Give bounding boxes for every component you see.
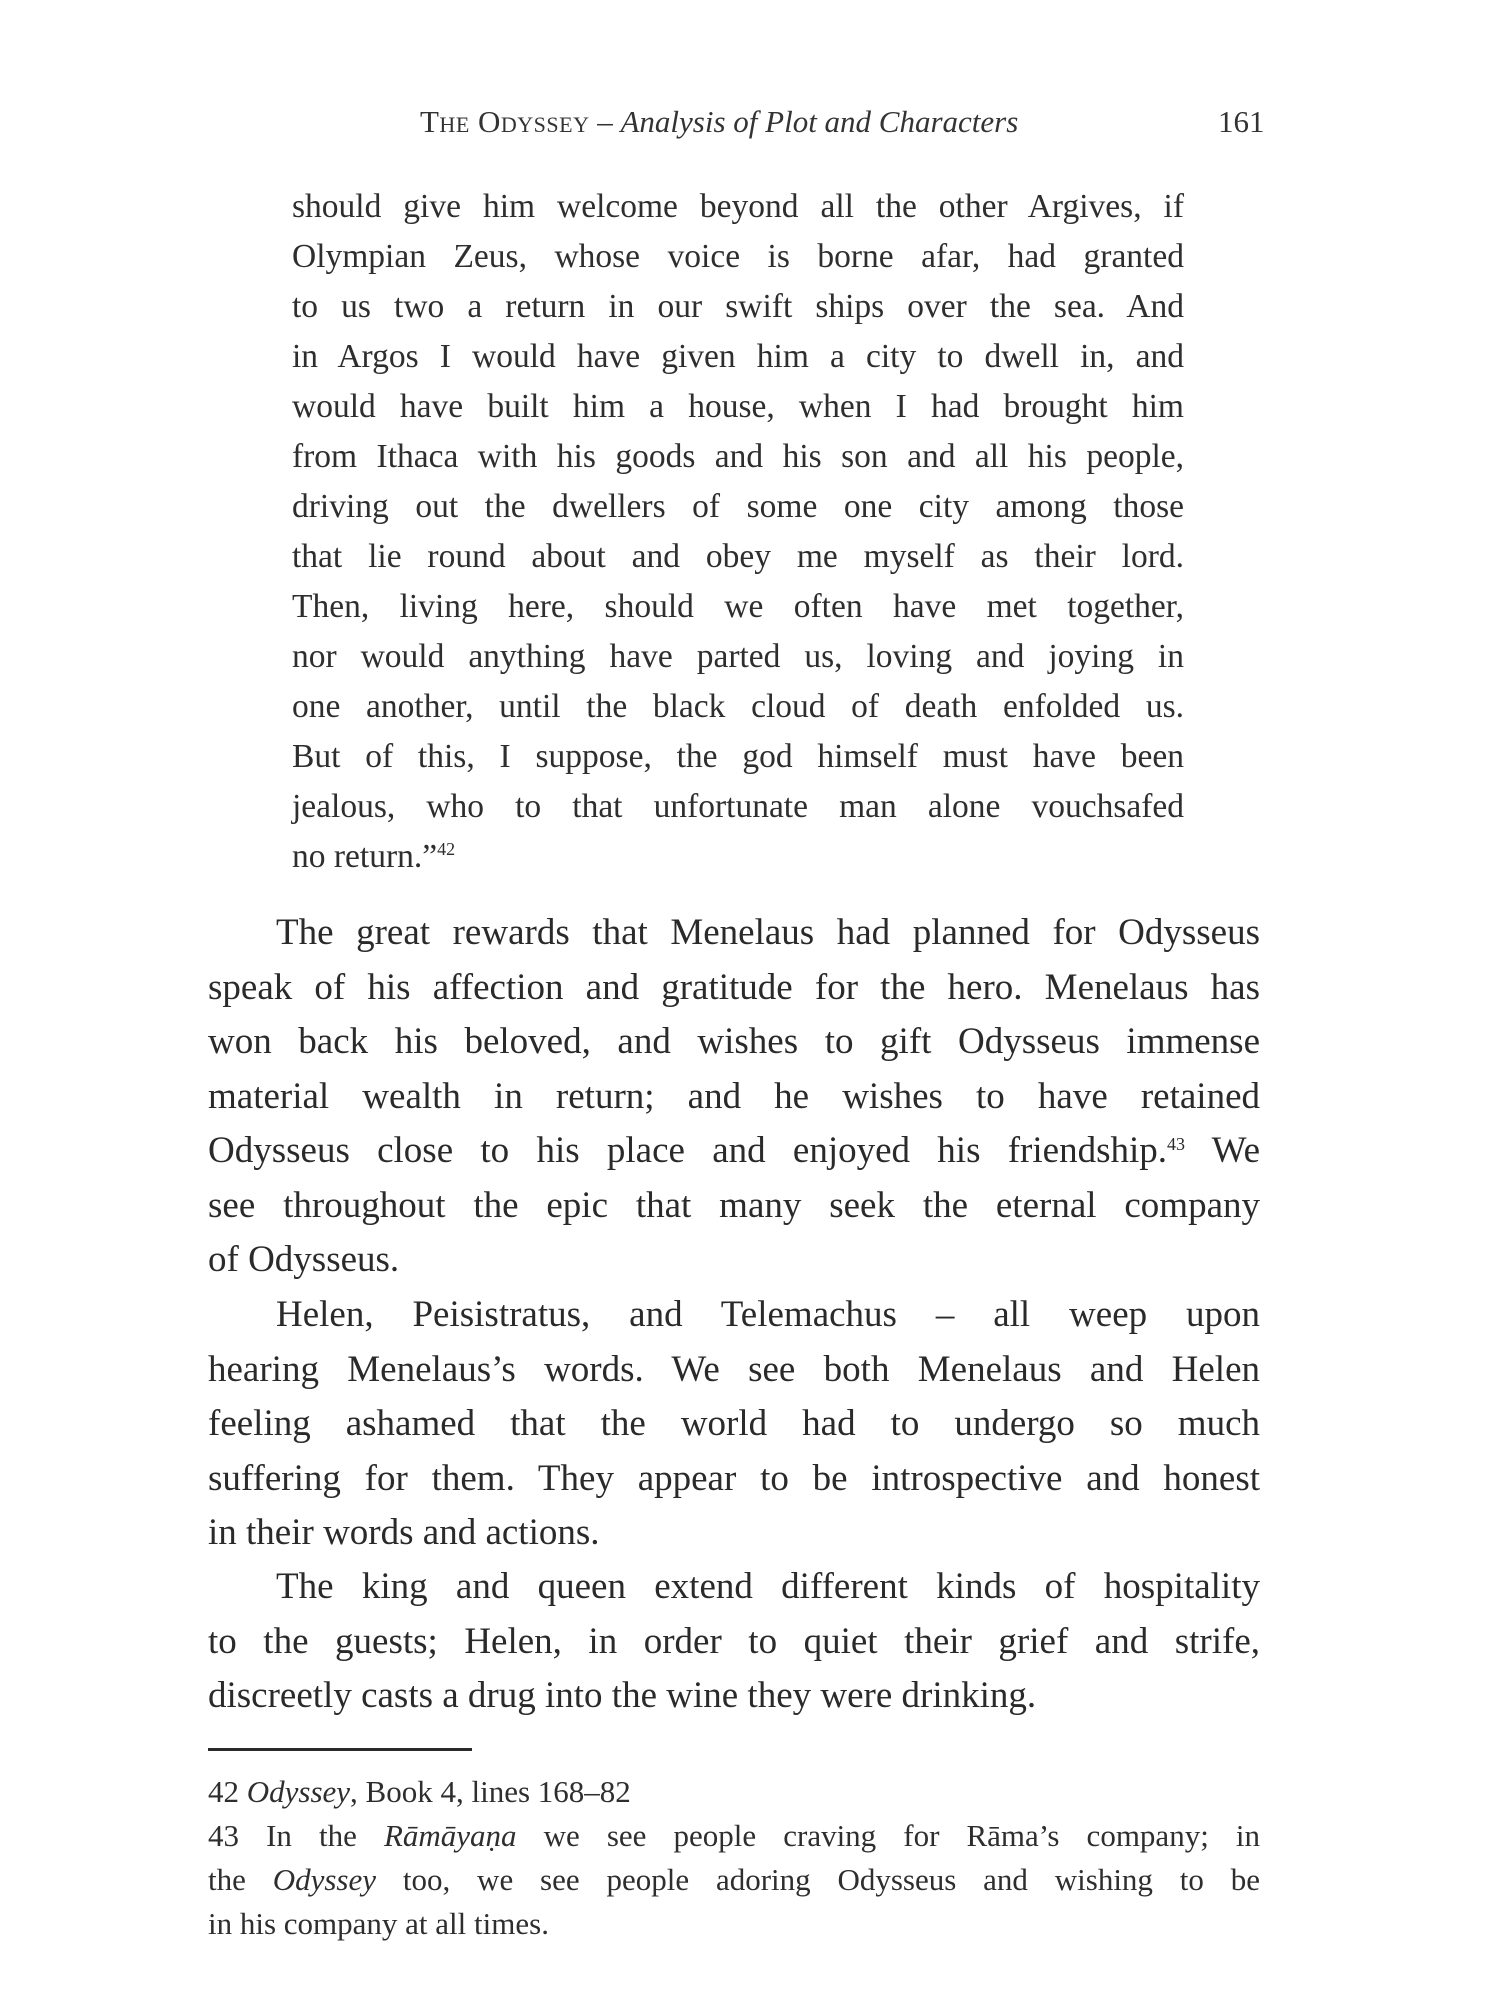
footnote-43-line: in his company at all times. [208, 1906, 549, 1941]
text-line: suffering for them. They appear to be introspective and honest [208, 1457, 1260, 1499]
quote-line: But of this, I suppose, the god himself must have been [292, 738, 1184, 775]
line-tail: We [1185, 1130, 1260, 1171]
quote-line [292, 832, 1184, 882]
quote-line: driving out the dwellers of some one city among those [292, 488, 1184, 525]
footnote-ref-43: 43 [1167, 1134, 1186, 1154]
text-line: The king and queen extend different kinds of hospitality [276, 1566, 1260, 1607]
footnote-text: we see people craving for Rāma’s company; in [516, 1818, 1260, 1853]
footnote-work-title: Odyssey [272, 1862, 377, 1897]
quote-line: should give him welcome beyond all the other Argives, if [292, 188, 1184, 225]
line-text: Odysseus close to his place and enjoyed his friendship. [208, 1130, 1168, 1171]
footnote-rule [208, 1748, 472, 1751]
text-line: discreetly casts a drug into the wine they were drinking. [208, 1675, 1037, 1716]
text-line: won back his beloved, and wishes to gift Odysseus immense [208, 1021, 1260, 1062]
footnote-number: 43 In the [208, 1818, 384, 1853]
running-title [420, 104, 1018, 140]
text-line: The great rewards that Menelaus had planned for Odysseus [276, 912, 1260, 953]
quote-line: Olympian Zeus, whose voice is borne afar, had granted [292, 238, 1184, 275]
chapter-title: Analysis of Plot and Characters [620, 104, 1019, 139]
title-separator: – [589, 104, 621, 139]
quote-line: Then, living here, should we often have met together, [292, 588, 1184, 625]
footnote-43-line [208, 1858, 1260, 1902]
footnote-text: the [208, 1862, 273, 1897]
running-header [0, 104, 1500, 144]
footnote-ref-42: 42 [437, 839, 456, 859]
quote-line: nor would anything have parted us, loving and joying in [292, 638, 1184, 675]
quote-line: from Ithaca with his goods and his son and all his people, [292, 438, 1184, 475]
quote-line: to us two a return in our swift ships over the sea. And [292, 288, 1184, 325]
footnote-43-line [208, 1814, 1260, 1858]
footnote-42 [208, 1770, 1260, 1814]
quote-line: in Argos I would have given him a city to dwell in, and [292, 338, 1184, 375]
text-line [208, 1124, 1260, 1179]
text-line: feeling ashamed that the world had to undergo so much [208, 1403, 1260, 1444]
paragraph-hospitality [208, 1560, 1260, 1724]
footnotes [208, 1770, 1260, 1946]
footnote-text: , Book 4, lines 168–82 [350, 1774, 631, 1809]
footnote-text: too, we see people adoring Odysseus and wishing to be [376, 1862, 1260, 1897]
text-line: of Odysseus. [208, 1239, 400, 1280]
footnote-number: 42 [208, 1774, 247, 1809]
text-line: see throughout the epic that many seek the eternal company [208, 1184, 1260, 1226]
text-line: material wealth in return; and he wishes to have retained [208, 1075, 1260, 1117]
paragraph-weeping [208, 1288, 1260, 1561]
text-line: in their words and actions. [208, 1512, 600, 1553]
footnote-work-title: Rāmāyaṇa [383, 1818, 517, 1853]
quote-last-text: no return.” [292, 838, 438, 875]
quote-line: one another, until the black cloud of death enfolded us. [292, 688, 1184, 725]
quote-line: would have built him a house, when I had brought him [292, 388, 1184, 425]
paragraph-rewards [208, 906, 1260, 1288]
quote-line: jealous, who to that unfortunate man alone vouchsafed [292, 788, 1184, 825]
text-line: hearing Menelaus’s words. We see both Menelaus and Helen [208, 1348, 1260, 1390]
quote-line: that lie round about and obey me myself as their lord. [292, 538, 1184, 575]
footnote-work-title: Odyssey [246, 1774, 351, 1809]
text-line: to the guests; Helen, in order to quiet their grief and strife, [208, 1620, 1260, 1662]
text-line: Helen, Peisistratus, and Telemachus – all weep upon [276, 1294, 1260, 1335]
text-line: speak of his affection and gratitude for the hero. Menelaus has [208, 966, 1260, 1008]
page-number: 161 [1218, 104, 1265, 139]
block-quote [292, 182, 1184, 882]
book-title: The Odyssey [420, 104, 590, 139]
